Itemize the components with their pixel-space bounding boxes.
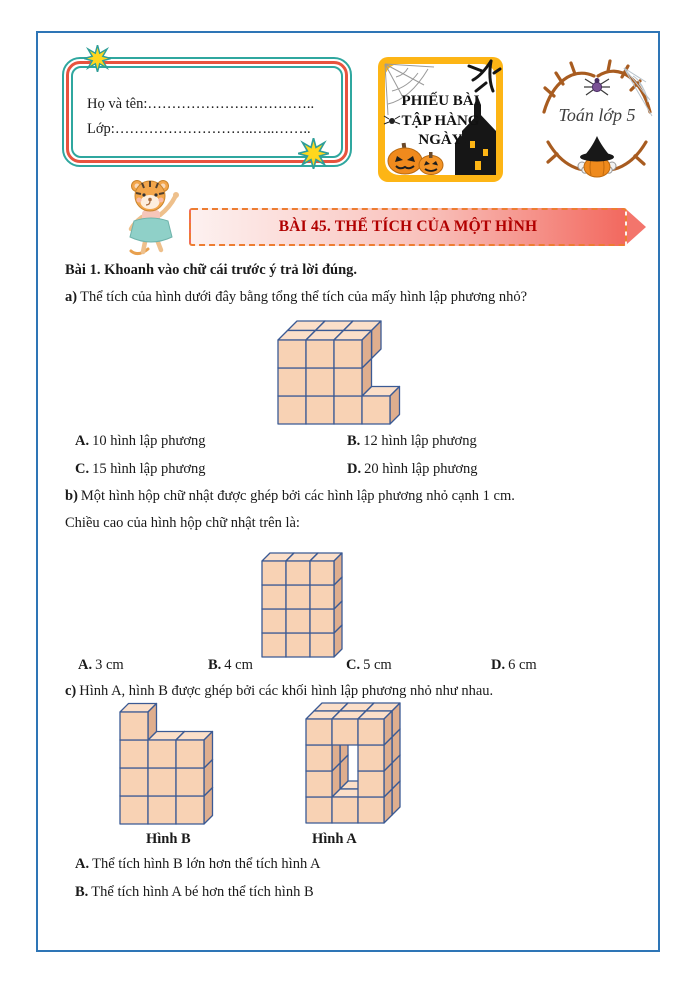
option-letter: A.	[78, 657, 93, 673]
option-text: 4 cm	[224, 657, 253, 673]
class-label: Lớp:	[87, 121, 115, 137]
option-b-B	[208, 657, 253, 674]
witch-pumpkin-icon	[578, 136, 616, 177]
option-b-C	[346, 657, 392, 674]
lesson-title: BÀI 45. THỂ TÍCH CỦA MỘT HÌNH	[278, 218, 538, 235]
option-letter: C.	[346, 657, 361, 673]
question-c-text: Hình A, hình B được ghép bởi các khối hình lập phương nhỏ như nhau.	[79, 683, 494, 699]
option-letter: D.	[491, 657, 506, 673]
option-a-A	[75, 433, 206, 450]
option-c-B	[75, 884, 314, 901]
question-a-label: a)	[65, 289, 78, 305]
option-c-A	[75, 856, 321, 873]
figure-label-hinh-a: Hình A	[312, 831, 357, 847]
option-b-D	[491, 657, 537, 674]
badge-title-line1: PHIẾU BÀI	[401, 93, 480, 109]
option-text: 6 cm	[508, 657, 537, 673]
wreath-title: Toán lớp 5	[558, 105, 636, 125]
spider-icon	[584, 78, 610, 95]
badge-title-line2: TẬP HÀNG	[401, 112, 480, 129]
class-dots: ………………………..…..……..	[114, 121, 311, 137]
lesson-banner	[189, 208, 627, 246]
option-text: 15 hình lập phương	[92, 461, 206, 477]
option-a-C	[75, 461, 206, 478]
star-burst-icon	[84, 45, 111, 72]
question-b-label: b)	[65, 488, 78, 504]
star-burst-icon	[298, 138, 329, 169]
question-c	[65, 683, 493, 700]
question-b	[65, 488, 515, 505]
name-line	[87, 96, 341, 113]
option-letter: A.	[75, 433, 90, 449]
option-a-B	[347, 433, 477, 450]
option-text: 3 cm	[95, 657, 124, 673]
option-letter: B.	[75, 884, 89, 900]
figure-cubes-question-a	[272, 310, 412, 430]
option-letter: A.	[75, 856, 90, 872]
option-letter: B.	[347, 433, 361, 449]
figure-cubes-hinh-a	[302, 697, 402, 827]
banner-arrow-icon	[627, 210, 646, 244]
figure-label-hinh-b: Hình B	[146, 831, 191, 847]
option-letter: D.	[347, 461, 362, 477]
figure-cubes-hinh-b	[116, 700, 218, 828]
exercise-heading: Bài 1. Khoanh vào chữ cái trước ý trả lời đúng.	[65, 262, 358, 278]
option-b-A	[78, 657, 124, 674]
name-dots: ……………………………..	[147, 96, 315, 112]
option-text: Thể tích hình B lớn hơn thể tích hình A	[92, 856, 321, 872]
question-a-text: Thể tích của hình dưới đây bằng tổng thể tích của mấy hình lập phương nhỏ?	[80, 289, 528, 305]
option-a-D	[347, 461, 478, 478]
name-label: Họ và tên:	[87, 96, 148, 112]
option-letter: B.	[208, 657, 222, 673]
question-b-text2: Chiều cao của hình hộp chữ nhật trên là:	[65, 515, 300, 531]
tiger-mascot-image	[118, 177, 188, 259]
question-a	[65, 289, 527, 306]
class-line	[87, 121, 341, 138]
option-text: 5 cm	[363, 657, 392, 673]
figure-cubes-question-b	[258, 549, 358, 661]
badge-title-line3: NGÀY	[418, 132, 463, 148]
badge-title	[388, 92, 493, 151]
option-text: 12 hình lập phương	[363, 433, 477, 449]
option-letter: C.	[75, 461, 90, 477]
option-text: 20 hình lập phương	[364, 461, 478, 477]
question-c-label: c)	[65, 683, 77, 699]
option-text: Thể tích hình A bé hơn thể tích hình B	[91, 884, 314, 900]
option-text: 10 hình lập phương	[92, 433, 206, 449]
question-b-text: Một hình hộp chữ nhật được ghép bởi các hình lập phương nhỏ cạnh 1 cm.	[80, 488, 515, 504]
